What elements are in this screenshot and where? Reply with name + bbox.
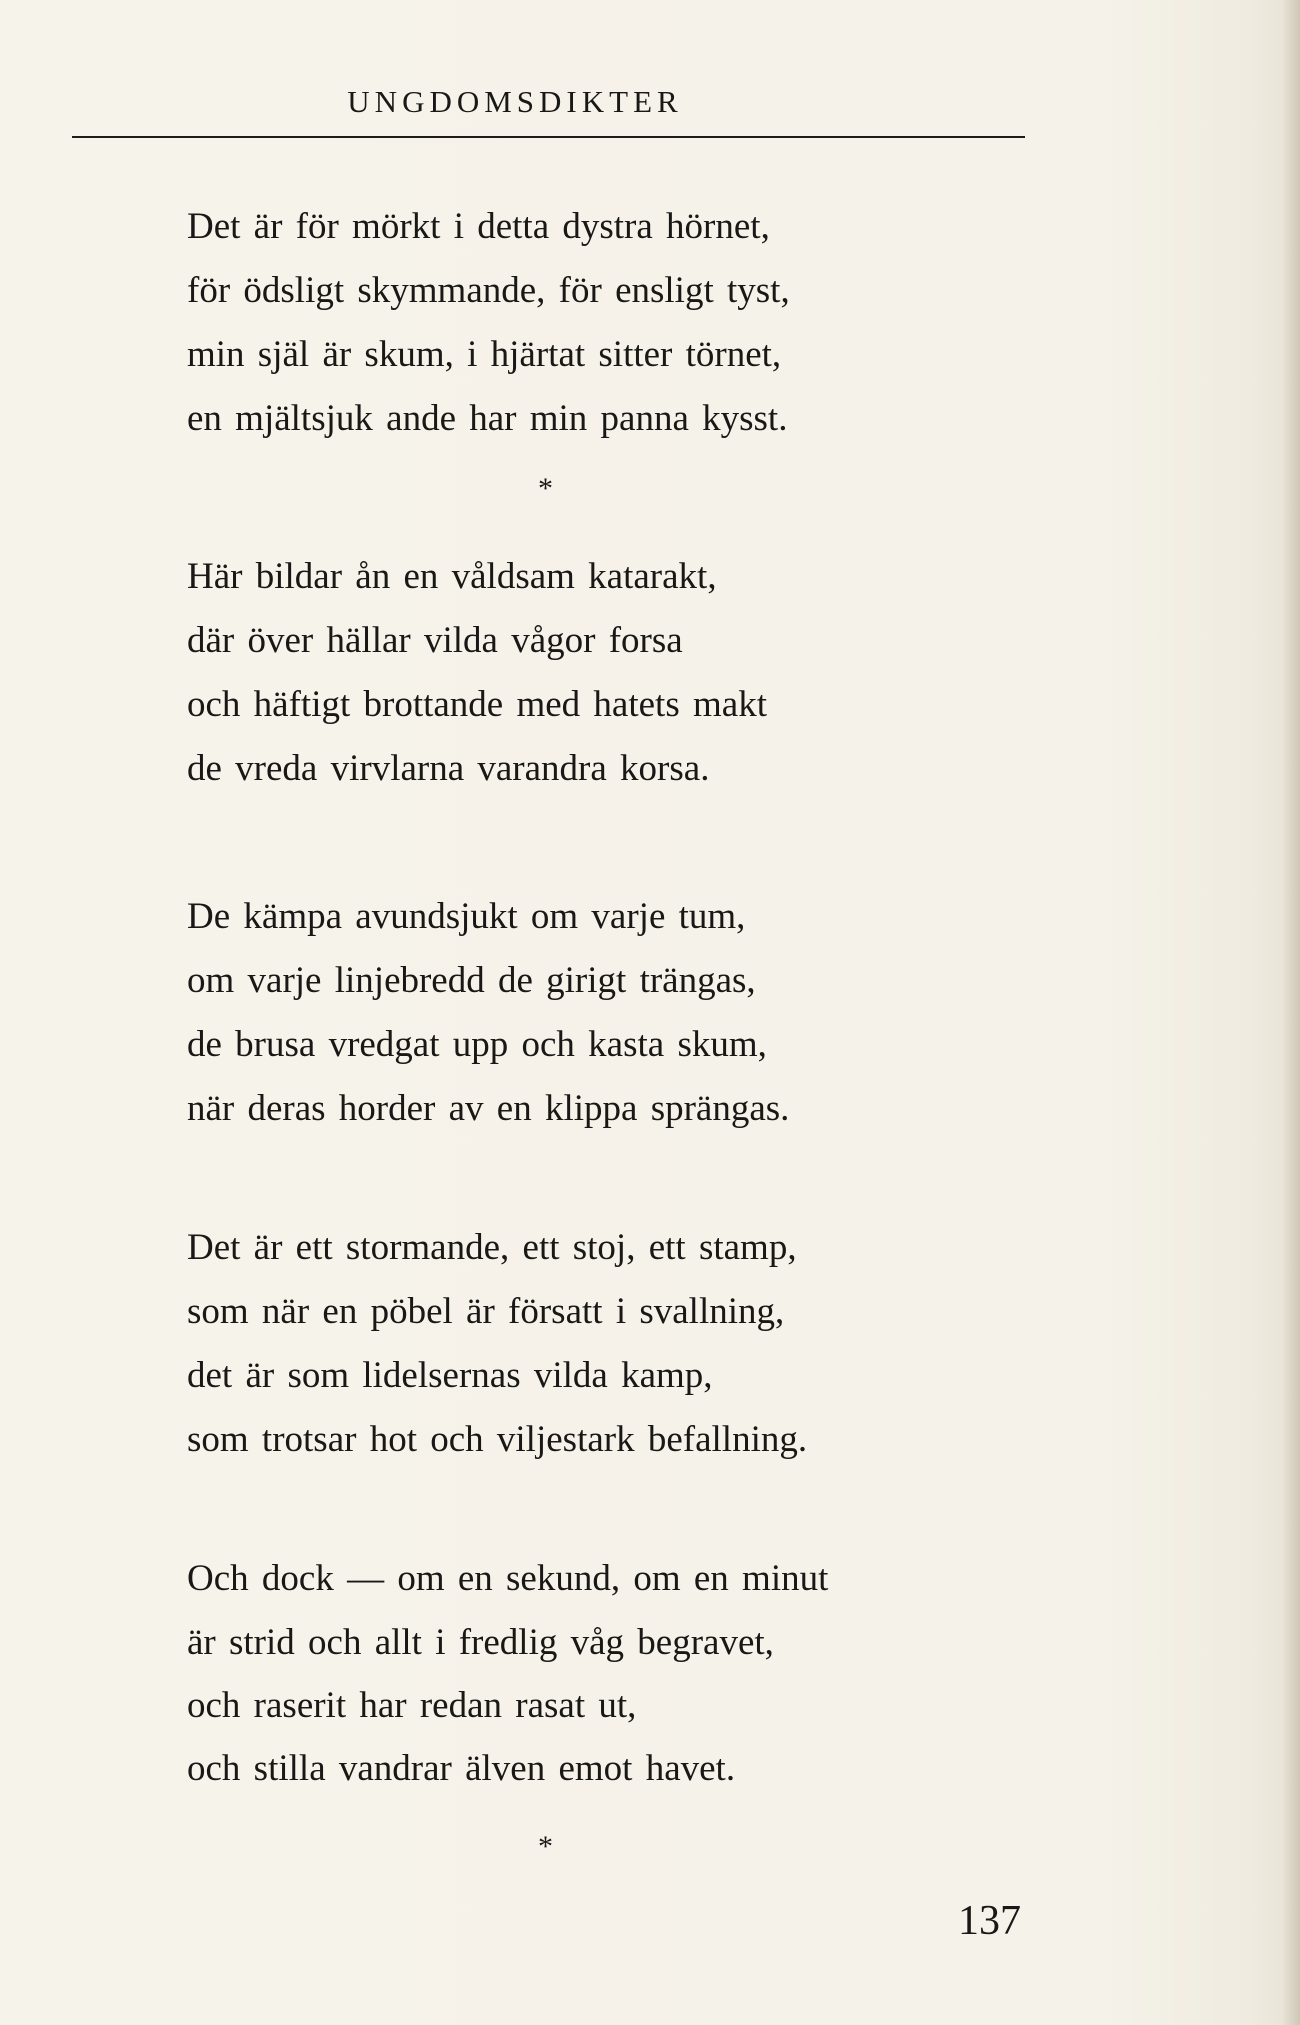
poem-line: en mjältsjuk ande har min panna kysst.	[187, 398, 788, 439]
poem-line: som när en pöbel är försatt i svallning,	[187, 1291, 785, 1332]
poem-line: för ödsligt skymmande, för ensligt tyst,	[187, 270, 790, 311]
poem-line: om varje linjebredd de girigt trängas,	[187, 960, 756, 1001]
asterisk-separator: *	[538, 1830, 553, 1863]
poem-line: de vreda virvlarna varandra korsa.	[187, 748, 710, 789]
poem-line: Och dock — om en sekund, om en minut	[187, 1558, 829, 1599]
page-number: 137	[958, 1898, 1021, 1944]
poem-line: de brusa vredgat upp och kasta skum,	[187, 1024, 767, 1065]
poem-line: min själ är skum, i hjärtat sitter törnet,	[187, 334, 782, 375]
poem-line: och raserit har redan rasat ut,	[187, 1685, 637, 1726]
poem-line: när deras horder av en klippa sprängas.	[187, 1088, 790, 1129]
page-edge-shadow	[1282, 0, 1300, 2025]
poem-line: Det är ett stormande, ett stoj, ett stamp,	[187, 1227, 797, 1268]
poem-line: och stilla vandrar älven emot havet.	[187, 1748, 736, 1789]
asterisk-separator: *	[538, 472, 553, 505]
poem-line: Det är för mörkt i detta dystra hörnet,	[187, 206, 770, 247]
poem-line: och häftigt brottande med hatets makt	[187, 684, 767, 725]
poem-line: Här bildar ån en våldsam katarakt,	[187, 556, 717, 597]
running-header: UNGDOMSDIKTER	[347, 84, 683, 119]
poem-line: är strid och allt i fredlig våg begravet,	[187, 1622, 774, 1663]
poem-line: där över hällar vilda vågor forsa	[187, 620, 683, 661]
poem-line: De kämpa avundsjukt om varje tum,	[187, 896, 746, 937]
header-rule	[72, 136, 1025, 138]
poem-line: som trotsar hot och viljestark befallning.	[187, 1419, 808, 1460]
poem-line: det är som lidelsernas vilda kamp,	[187, 1355, 713, 1396]
